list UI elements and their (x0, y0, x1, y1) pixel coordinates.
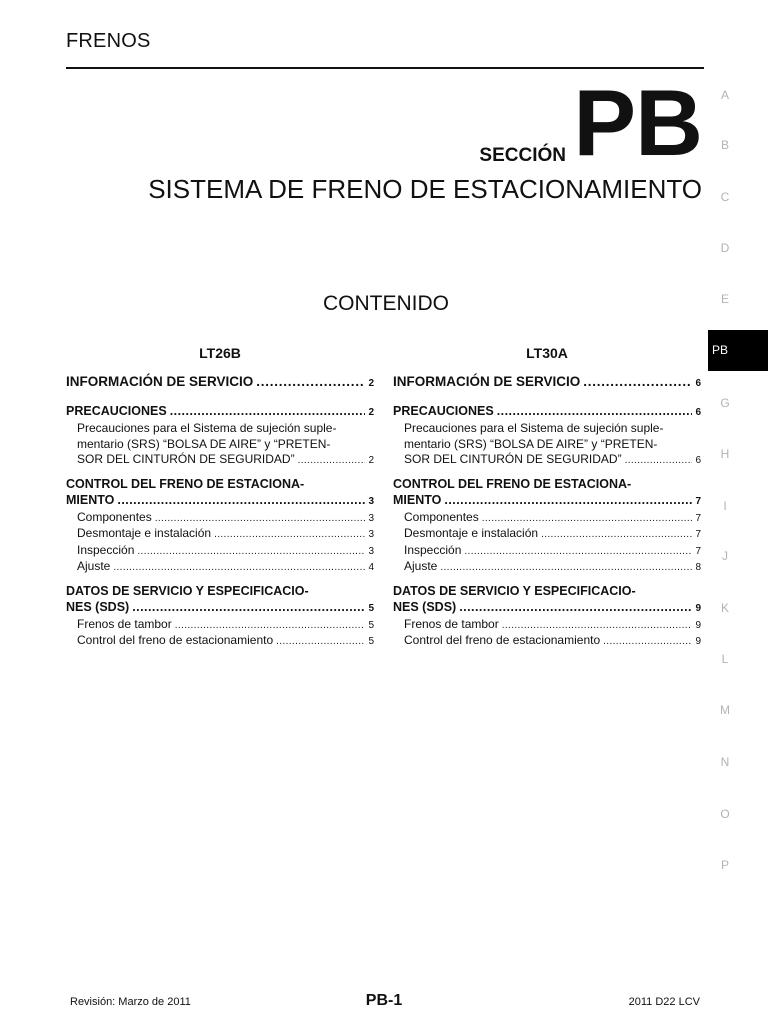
toc-dot-leader (214, 527, 365, 543)
toc-entry (393, 583, 701, 599)
toc-entry[interactable] (393, 599, 701, 617)
toc-dot-leader (497, 403, 693, 419)
toc-entry[interactable] (393, 543, 701, 560)
toc-entry[interactable] (393, 617, 701, 634)
toc-group (66, 476, 374, 576)
toc-dot-leader (444, 492, 692, 508)
toc-dot-leader (276, 634, 365, 650)
toc-entry (393, 421, 701, 437)
toc-page-number: 4 (368, 562, 374, 573)
toc-entry[interactable] (66, 617, 374, 634)
column-title: LT26B (199, 345, 241, 361)
toc-dot-leader (482, 511, 693, 527)
toc-entry[interactable] (66, 526, 374, 543)
toc-page-number: 9 (695, 619, 701, 631)
toc-dot-leader (132, 599, 365, 615)
section-tab-j[interactable]: J (722, 549, 728, 563)
toc-page-number: 5 (368, 619, 374, 631)
toc-dot-leader (464, 544, 692, 560)
toc-entry[interactable] (66, 452, 374, 469)
toc-entry[interactable] (393, 492, 701, 510)
toc-page-number: 5 (368, 602, 374, 614)
toc-page-number: 2 (368, 407, 374, 418)
toc-dot-leader (170, 403, 366, 419)
toc-entry[interactable] (66, 543, 374, 560)
toc-dot-leader (155, 511, 366, 527)
toc-dot-leader (256, 373, 365, 391)
toc-entry[interactable] (393, 559, 701, 576)
toc-entry[interactable] (66, 633, 374, 650)
toc-entry-text: Precauciones para el Sistema de sujeción suple- (77, 421, 337, 435)
toc-entry[interactable] (393, 510, 701, 527)
toc-entry[interactable] (393, 633, 701, 650)
toc-page-number: 6 (695, 455, 701, 466)
toc-entry-text: mentario (SRS) “BOLSA DE AIRE” y “PRETEN- (77, 436, 331, 451)
section-title: SISTEMA DE FRENO DE ESTACIONAMIENTO (148, 174, 702, 204)
toc-entry-text: Inspección (404, 542, 462, 557)
toc-entry-text: PRECAUCIONES (66, 404, 167, 418)
toc-entry-text: Ajuste (404, 559, 438, 573)
section-tab-a[interactable]: A (720, 88, 729, 102)
section-tab-b[interactable]: B (720, 138, 729, 152)
toc-dot-leader (603, 634, 692, 650)
section-tab-pb[interactable]: PB (708, 330, 768, 371)
section-tab-c[interactable]: C (720, 190, 730, 204)
toc-entry[interactable] (393, 373, 701, 393)
toc-entry-text: CONTROL DEL FRENO DE ESTACIONA- (66, 476, 305, 491)
toc-entry-text: Frenos de tambor (404, 616, 499, 631)
toc-entry (393, 476, 701, 492)
section-tab-d[interactable]: D (720, 241, 730, 255)
toc-entry[interactable] (66, 403, 374, 421)
section-tab-g[interactable]: G (720, 396, 730, 410)
toc-entry-text: SOR DEL CINTURÓN DE SEGURIDAD” (77, 452, 295, 466)
section-label: SECCIÓN (479, 145, 566, 166)
toc-entry-text: INFORMACIÓN DE SERVICIO (66, 374, 254, 389)
toc-entry-text: NES (SDS) (393, 599, 457, 614)
toc-page-number: 2 (368, 455, 374, 466)
toc-entry[interactable] (66, 373, 374, 393)
footer-revision: Revisión: Marzo de 2011 (70, 996, 191, 1008)
toc-entry-text: mentario (SRS) “BOLSA DE AIRE” y “PRETEN- (404, 436, 658, 451)
toc-dot-leader (440, 560, 692, 576)
toc-entry[interactable] (66, 599, 374, 617)
toc-entry-text: Control del freno de estacionamiento (77, 633, 274, 647)
toc-dot-leader (117, 492, 365, 508)
toc-entry[interactable] (66, 510, 374, 527)
toc-page-number: 8 (695, 562, 701, 573)
toc-entry (393, 437, 701, 453)
toc-entry[interactable] (66, 492, 374, 510)
toc-entry-text: Desmontaje e instalación (77, 526, 212, 540)
toc-entry-text: INFORMACIÓN DE SERVICIO (393, 374, 581, 389)
toc-group (66, 583, 374, 650)
toc-entry-text: Componentes (77, 509, 152, 524)
section-tab-m[interactable]: M (720, 703, 730, 717)
toc-page-number: 3 (368, 545, 374, 557)
toc-entry-text: NES (SDS) (66, 599, 130, 614)
toc-entry-text: Componentes (404, 509, 479, 524)
toc-page-number: 5 (368, 636, 374, 647)
toc-dot-leader (298, 453, 366, 469)
toc-entry-text: CONTROL DEL FRENO DE ESTACIONA- (393, 476, 632, 491)
toc-entry-text: Control del freno de estacionamiento (404, 633, 601, 647)
toc-dot-leader (502, 618, 693, 634)
toc-group (393, 373, 701, 393)
toc-entry (66, 583, 374, 599)
toc-page-number: 3 (368, 529, 374, 540)
toc-dot-leader (541, 527, 692, 543)
section-tab-l[interactable]: L (721, 652, 729, 666)
toc-page-number: 7 (695, 512, 701, 524)
footer-model: 2011 D22 LCV (628, 996, 700, 1008)
toc-entry (66, 421, 374, 437)
toc-entry-text: MIENTO (393, 492, 442, 507)
section-tab-h[interactable]: H (720, 447, 730, 461)
header-rule (66, 67, 704, 69)
toc-page-number: 3 (368, 512, 374, 524)
toc-entry-text: SOR DEL CINTURÓN DE SEGURIDAD” (404, 452, 622, 466)
toc-entry[interactable] (393, 452, 701, 469)
toc-group (66, 373, 374, 393)
toc-dot-leader (175, 618, 366, 634)
toc-page-number: 7 (695, 495, 701, 507)
toc-page-number: 6 (695, 407, 701, 418)
toc-dot-leader (137, 544, 365, 560)
section-index-sidebar (708, 0, 768, 1024)
toc-group (393, 403, 701, 469)
toc-entry[interactable] (66, 559, 374, 576)
toc-page-number: 9 (695, 602, 701, 614)
toc-entry-text: PRECAUCIONES (393, 404, 494, 418)
toc-entry-text: DATOS DE SERVICIO Y ESPECIFICACIO- (66, 583, 309, 598)
column-title: LT30A (526, 345, 568, 361)
toc-group (66, 403, 374, 469)
toc-entry (66, 476, 374, 492)
toc-dot-leader (113, 560, 365, 576)
toc-page-number: 2 (368, 378, 374, 389)
toc-entry-text: Frenos de tambor (77, 616, 172, 631)
toc-entry[interactable] (393, 403, 701, 421)
section-tab-i[interactable]: I (723, 499, 727, 513)
header-title: FRENOS (66, 30, 151, 52)
section-tab-n[interactable]: N (720, 755, 730, 769)
toc-group (393, 583, 701, 650)
toc-group (393, 476, 701, 576)
toc-dot-leader (459, 599, 692, 615)
section-tab-o[interactable]: O (720, 807, 730, 821)
section-tab-e[interactable]: E (720, 292, 729, 306)
section-tab-p[interactable]: P (720, 858, 729, 872)
toc-entry[interactable] (393, 526, 701, 543)
contents-title: CONTENIDO (323, 292, 449, 315)
section-tab-k[interactable]: K (720, 601, 729, 615)
toc-page-number: 7 (695, 529, 701, 540)
section-code: PB (573, 70, 702, 175)
toc-dot-leader (583, 373, 692, 391)
toc-page-number: 6 (695, 378, 701, 389)
toc-page-number: 3 (368, 495, 374, 507)
toc-page-number: 9 (695, 636, 701, 647)
toc-entry-text: Precauciones para el Sistema de sujeción suple- (404, 421, 664, 435)
toc-entry-text: Ajuste (77, 559, 111, 573)
toc-entry-text: MIENTO (66, 492, 115, 507)
toc-entry (66, 437, 374, 453)
toc-entry-text: Desmontaje e instalación (404, 526, 539, 540)
toc-page-number: 7 (695, 545, 701, 557)
toc-right-column (393, 345, 701, 657)
footer-page-number: PB-1 (365, 992, 403, 1009)
toc-entry-text: Inspección (77, 542, 135, 557)
toc-left-column (66, 345, 374, 657)
toc-entry-text: DATOS DE SERVICIO Y ESPECIFICACIO- (393, 583, 636, 598)
toc-dot-leader (625, 453, 693, 469)
